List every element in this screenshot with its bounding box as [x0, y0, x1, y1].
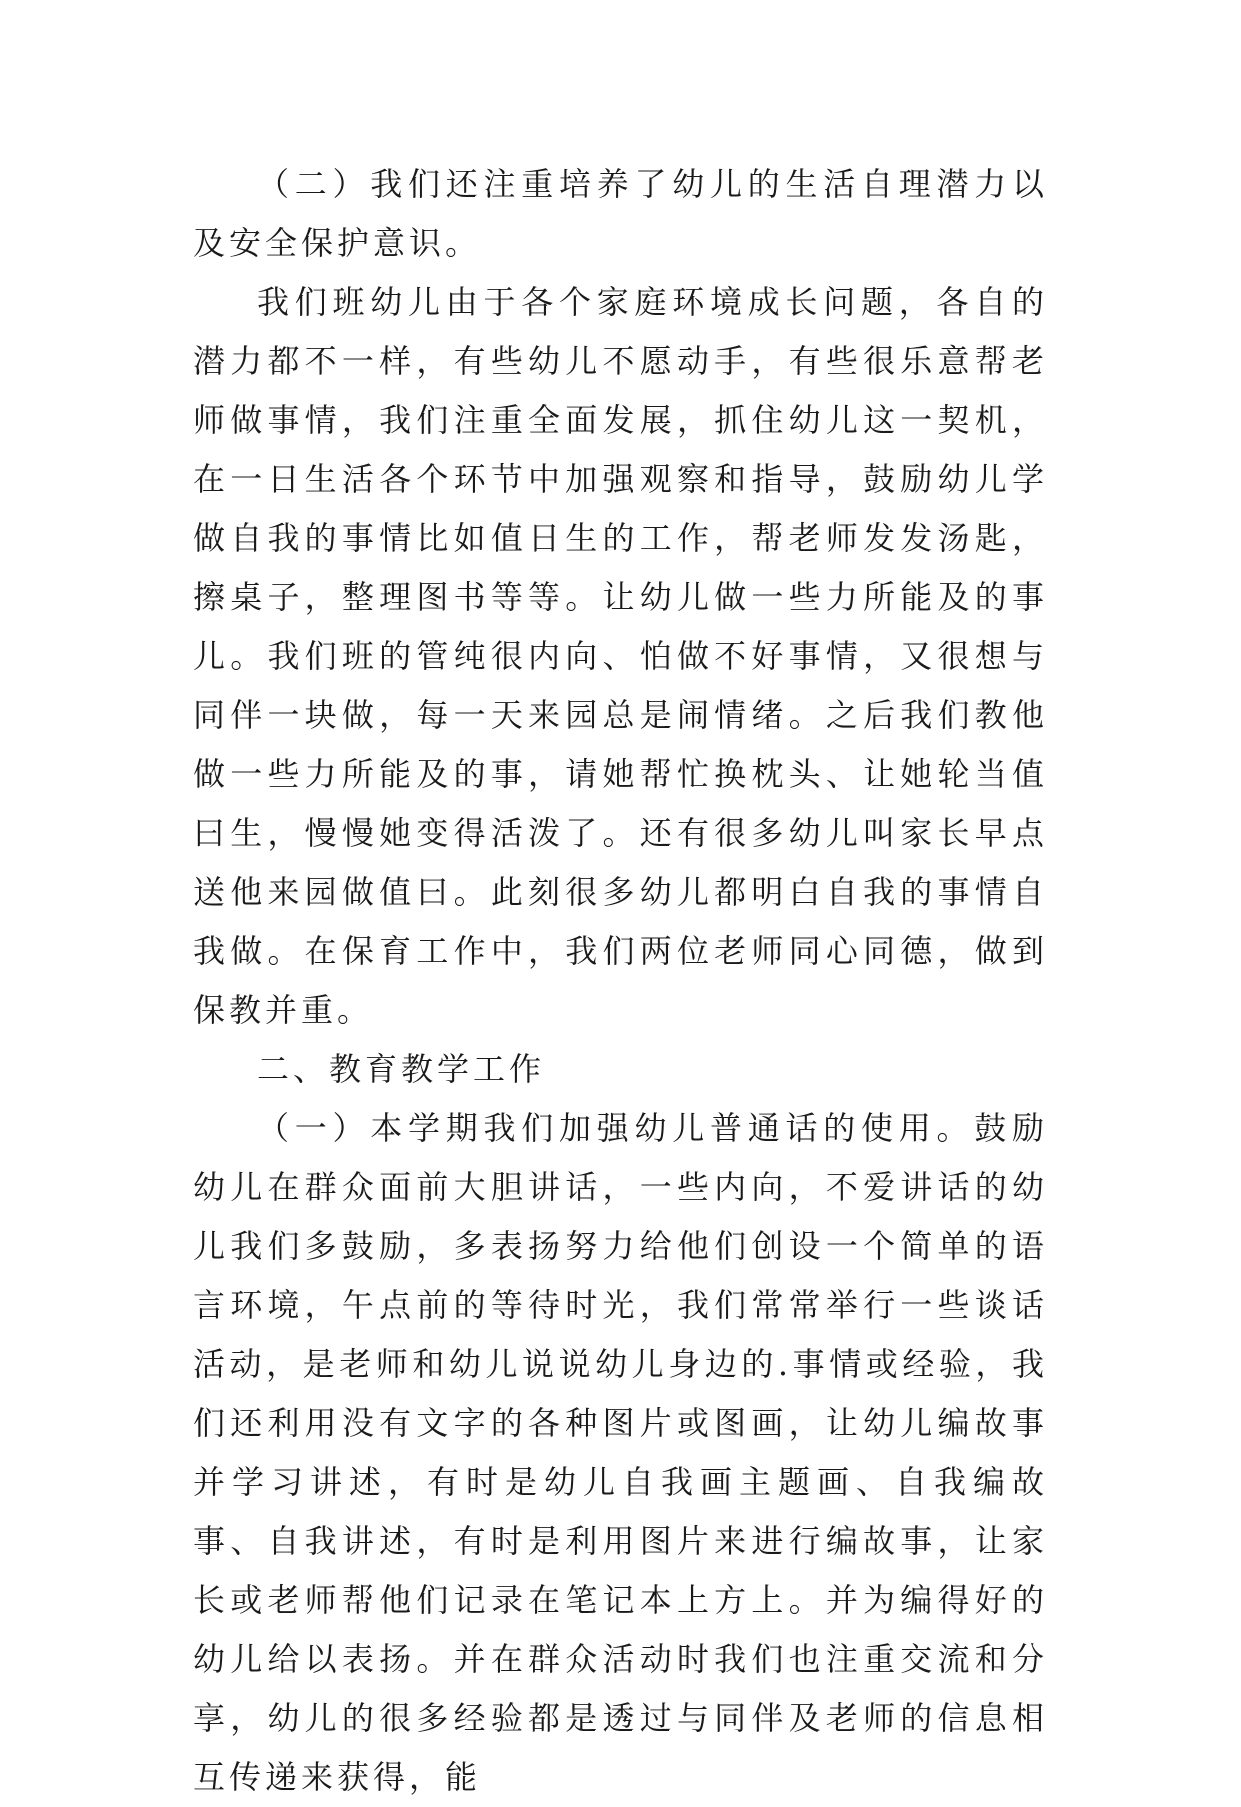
document-body	[193, 155, 1048, 1807]
paragraph-self-care-body: 我们班幼儿由于各个家庭环境成长问题，各自的潜力都不一样，有些幼儿不愿动手，有些很乐意帮老师做事情，我们注重全面发展，抓住幼儿这一契机，在一日生活各个环节中加强观察和指导，鼓励幼儿学做自我的事情比如值日生的工作，帮老师发发汤匙，擦桌子，整理图书等等。让幼儿做一些力所能及的事儿。我们班的管纯很内向、怕做不好事情，又很想与同伴一块做，每一天来园总是闹情绪。之后我们教他做一些力所能及的事，请她帮忙换枕头、让她轮当值曰生，慢慢她变得活泼了。还有很多幼儿叫家长早点送他来园做值曰。此刻很多幼儿都明白自我的事情自我做。在保育工作中，我们两位老师同心同德，做到保教并重。	[193, 283, 1048, 1029]
paragraph-mandarin: （一）本学期我们加强幼儿普通话的使用。鼓励幼儿在群众面前大胆讲话，一些内向，不爱讲话的幼儿我们多鼓励，多表扬努力给他们创设一个简单的语言环境，午点前的等待时光，我们常常举行一些谈话活动，是老师和幼儿说说幼儿身边的.事情或经验，我们还利用没有文字的各种图片或图画，让幼儿编故事并学习讲述，有时是幼儿自我画主题画、自我编故事、自我讲述，有时是利用图片来进行编故事，让家长或老师帮他们记录在笔记本上方上。并为编得好的幼儿给以表扬。并在群众活动时我们也注重交流和分享，幼儿的很多经验都是透过与同伴及老师的信息相互传递来获得，能	[193, 1109, 1048, 1796]
paragraph-self-care-heading: （二）我们还注重培养了幼儿的生活自理潜力以及安全保护意识。	[193, 165, 1048, 262]
section-heading-education: 二、教育教学工作	[257, 1050, 546, 1088]
